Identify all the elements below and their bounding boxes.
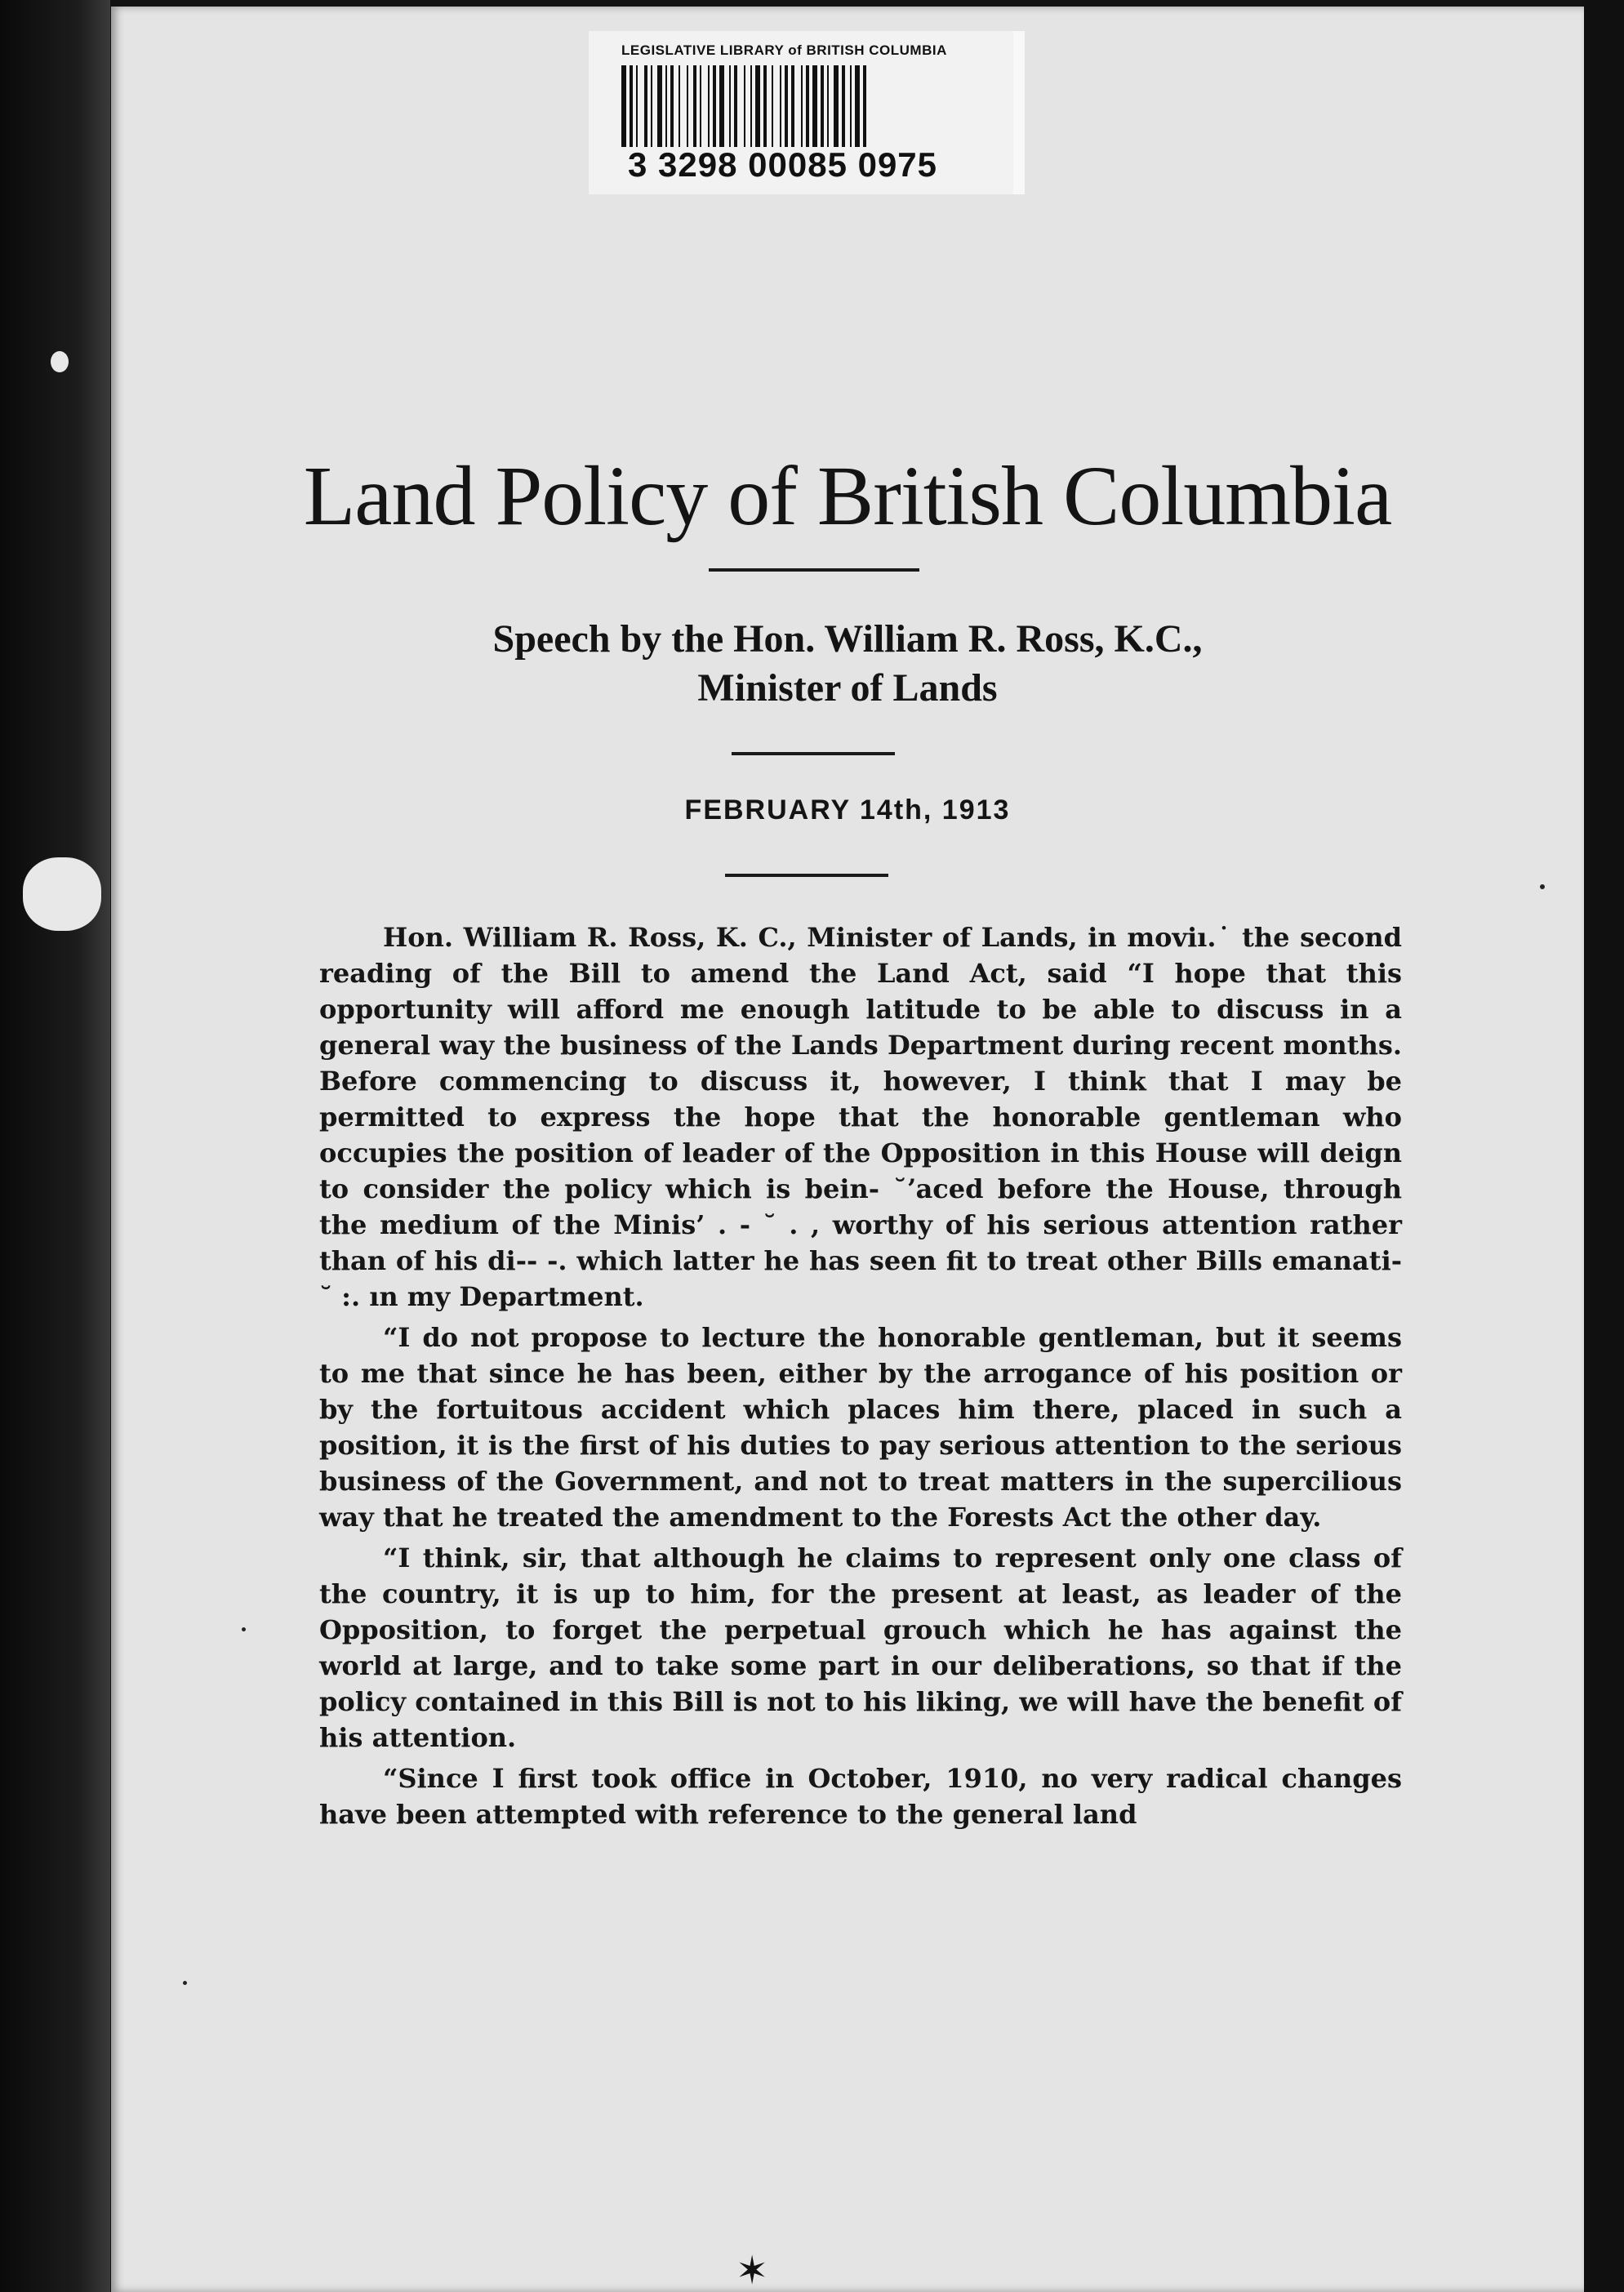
barcode-bar	[644, 65, 647, 147]
binding-edge	[0, 0, 110, 2292]
barcode-bar	[821, 65, 824, 147]
library-barcode-label	[589, 31, 1025, 194]
barcode-bar	[780, 65, 781, 147]
barcode-bar	[806, 65, 809, 147]
speech-body	[319, 919, 1402, 1837]
barcode-bar	[657, 65, 662, 147]
barcode-bar	[708, 65, 710, 147]
barcode-bar	[651, 65, 652, 147]
barcode-bar	[679, 65, 680, 147]
barcode-bar	[850, 65, 852, 147]
barcode-bar	[700, 65, 701, 147]
barcode-bar	[729, 65, 731, 147]
barcode-bar	[744, 65, 745, 147]
document-page	[111, 7, 1584, 2292]
barcode-bar	[812, 65, 817, 147]
barcode-bar	[713, 65, 716, 147]
barcode-bar	[750, 65, 752, 147]
title-divider	[709, 568, 919, 572]
paragraph: “I think, sir, that although he claims to represent only one class of the country, it is up to him, for the present at least, as leader of the Opposition, to forget the perpetual grouch which he has against the world at large, and to take some part in our deliberations, so that if the policy contained in this Bill is not to his liking, we will have the benefit of his attention.	[319, 1542, 1402, 1753]
barcode-bar	[785, 65, 788, 147]
barcode-bar	[636, 65, 638, 147]
barcode-bar	[719, 65, 724, 147]
barcode-bar	[801, 65, 803, 147]
scan-speck	[183, 1981, 187, 1985]
barcode-bar	[621, 65, 626, 147]
document-subtitle	[111, 615, 1584, 713]
barcode-number: 3 3298 00085 0975	[628, 145, 938, 184]
subtitle-speaker: Speech by the Hon. William R. Ross, K.C.,	[492, 617, 1203, 661]
scan-speck	[242, 1627, 246, 1631]
date-divider	[725, 874, 888, 877]
subtitle-office: Minister of Lands	[697, 666, 998, 710]
right-scan-edge	[1584, 0, 1624, 2292]
barcode-bar	[834, 65, 839, 147]
paragraph: “I do not propose to lecture the honorable gentleman, but it seems to me that since he has been, either by the arrogance of his position or by the fortuitous accident which places him there, placed in such a position, it is the first of his duties to pay serious attention to the serious business of the Government, and not to treat matters in the supercilious way that he treated the amendment to the Forests Act the other day.	[319, 1322, 1402, 1533]
barcode-bar	[670, 65, 674, 147]
barcode-bar	[734, 65, 737, 147]
barcode-bar	[855, 65, 860, 147]
barcode-bar	[687, 65, 688, 147]
barcode-library-name: LEGISLATIVE LIBRARY of BRITISH COLUMBIA	[621, 42, 947, 58]
barcode-bar	[863, 65, 866, 147]
edge-blot	[23, 857, 101, 931]
barcode-bar	[772, 65, 773, 147]
scan-speck	[1540, 884, 1545, 889]
document-title: Land Policy of British Columbia	[303, 449, 1392, 543]
barcode-bar	[791, 65, 794, 147]
subtitle-divider	[732, 752, 895, 755]
speech-date: FEBRUARY 14th, 1913	[684, 794, 1011, 826]
barcode-bar	[665, 65, 667, 147]
barcode-bar	[693, 65, 696, 147]
barcode-bar	[755, 65, 760, 147]
edge-spot	[51, 351, 69, 372]
page-edge-mark: ✶	[736, 2248, 769, 2292]
paragraph: Hon. William R. Ross, K. C., Minister of Lands, in moviı.˙ the second reading of the Bill to amend the Land Act, said “I hope that this opportunity will afford me enough latitude to be able to discuss in a general way the business of the Lands Department during recent months. Before commencing to discuss it, however, I think that I may be permitted to express the hope that the honorable gentleman who occupies the position of leader of the Opposition in this House will deign to consider the policy which is bein‐ ˘ʼaced before the House, through the medium of the Minis’ . ‐ ˘ . , worthy of his serious attention rather than of his di‐‐ ‐. which latter he has seen fit to treat other Bills emanati‐ ˘ :. ın my Department.	[319, 922, 1402, 1312]
barcode-bars	[621, 65, 985, 147]
barcode-bar	[827, 65, 829, 147]
barcode-bar	[630, 65, 633, 147]
barcode-bar	[842, 65, 845, 147]
paragraph: “Since I first took office in October, 1910, no very radical changes have been attempted with reference to the general land	[319, 1763, 1402, 1830]
barcode-bar	[763, 65, 767, 147]
